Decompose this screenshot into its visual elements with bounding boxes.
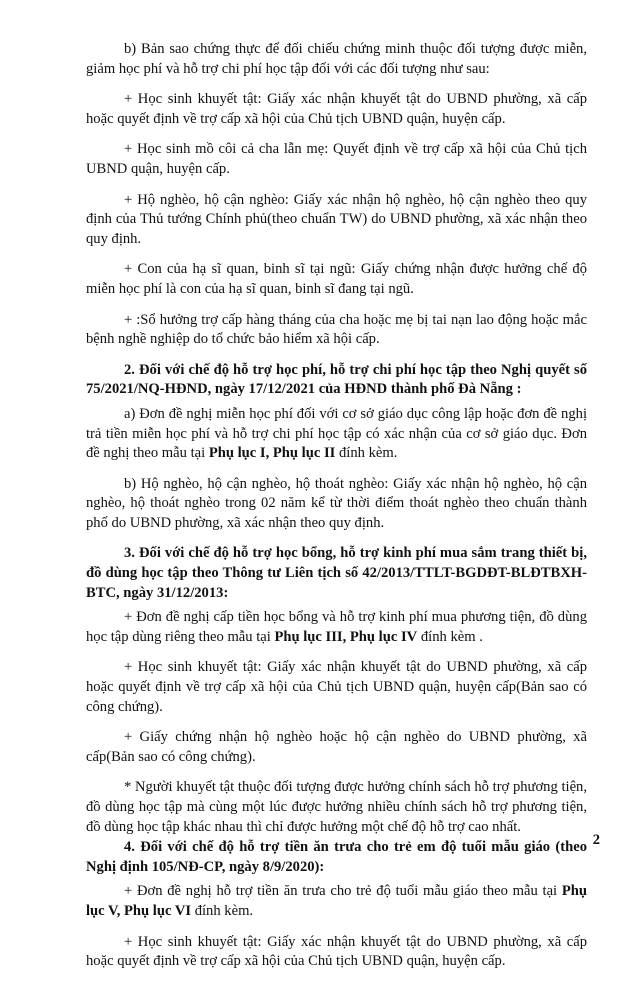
- paragraph-2a: [86, 405, 587, 464]
- paragraph-soldier-children: + Con của hạ sĩ quan, binh sĩ tại ngũ: Giấy chứng nhận được hưởng chế độ miễn học phí là con của hạ sĩ quan, binh sĩ đang tại ngũ.: [86, 261, 587, 297]
- paragraph-3-appendix: Phụ lục III, Phụ lục IV: [274, 628, 418, 645]
- paragraph-3-disabled-students: + Học sinh khuyết tật: Giấy xác nhận khuyết tật do UBND phường, xã cấp hoặc quyết định về trợ cấp xã hội của Chủ tịch UBND quận, huyện cấp(Bản sao có công chứng).: [86, 659, 587, 715]
- paragraph-poor-households: + Hộ nghèo, hộ cận nghèo: Giấy xác nhận hộ nghèo, hộ cận nghèo theo quy định của Thủ tướng Chính phủ(theo chuẩn TW) do UBND phường, xã xác nhận theo quy định.: [86, 191, 587, 247]
- paragraph-3-tail: đính kèm .: [417, 628, 483, 645]
- paragraph-4-appendix: Phụ lục V, Phụ lục VI: [86, 883, 587, 919]
- paragraph-2a-tail: đính kèm.: [335, 445, 398, 462]
- paragraph-disabled-students: + Học sinh khuyết tật: Giấy xác nhận khuyết tật do UBND phường, xã cấp hoặc quyết định về trợ cấp xã hội của Chủ tịch UBND quận, huyện cấp.: [86, 91, 587, 127]
- section-heading-4: 4. Đối với chế độ hỗ trợ tiền ăn trưa cho trẻ em độ tuổi mẫu giáo (theo Nghị định 105/NĐ-CP, ngày 8/9/2020):: [86, 839, 587, 875]
- paragraph-4-text: + Đơn đề nghị hỗ trợ tiền ăn trưa cho trẻ độ tuổi mẫu giáo theo mẫu tại: [124, 883, 562, 900]
- paragraph-b-intro: b) Bản sao chứng thực để đối chiếu chứng minh thuộc đối tượng được miễn, giảm học phí và hỗ trợ chi phí học tập đối với các đối tượng như sau:: [86, 41, 587, 77]
- section-heading-2: 2. Đối với chế độ hỗ trợ học phí, hỗ trợ chi phí học tập theo Nghị quyết số 75/2021/NQ-HĐND, ngày 17/12/2021 của HĐND thành phố Đà Nẵng :: [86, 361, 587, 398]
- paragraph-3-note: * Người khuyết tật thuộc đối tượng được hưởng chính sách hỗ trợ phương tiện, đồ dùng học tập mà cùng một lúc được hưởng nhiều chính sách hỗ trợ phương tiện, đồ dùng học tập khác nhau thì chỉ được hưởng một chế độ hỗ trợ cao nhất.: [86, 779, 587, 835]
- paragraph-3-text: + Đơn đề nghị cấp tiền học bổng và hỗ trợ kinh phí mua phương tiện, đồ dùng học tập dùng riêng theo mẫu tại: [86, 609, 587, 645]
- paragraph-3-poor-certificate: + Giấy chứng nhận hộ nghèo hoặc hộ cận nghèo do UBND phường, xã cấp(Bản sao có công chứng).: [86, 729, 587, 765]
- paragraph-4-application: [86, 882, 587, 921]
- paragraph-2a-appendix: Phụ lục I, Phụ lục II: [208, 445, 336, 462]
- document-page: [86, 40, 587, 983]
- paragraph-3-application: [86, 608, 587, 647]
- paragraph-2b: b) Hộ nghèo, hộ cận nghèo, hộ thoát nghèo: Giấy xác nhận hộ nghèo, hộ cận nghèo, hộ thoát nghèo trong 02 năm kể từ thời điểm thoát nghèo theo chuẩn thành phố do UBND phường, xã xác nhận theo quy định.: [86, 475, 587, 531]
- paragraph-4-tail: đính kèm.: [191, 902, 254, 919]
- section-heading-3: 3. Đối với chế độ hỗ trợ học bổng, hỗ trợ kinh phí mua sắm trang thiết bị, đồ dùng học tập theo Thông tư Liên tịch số 42/2013/TTLT-BGDĐT-BLĐTBXH-BTC, ngày 31/12/2013:: [86, 545, 587, 601]
- paragraph-orphans: + Học sinh mồ côi cả cha lẫn mẹ: Quyết định về trợ cấp xã hội của Chủ tịch UBND quận, huyện cấp.: [86, 141, 587, 177]
- page-number: 2: [592, 832, 600, 848]
- paragraph-allowance-book: + :Sổ hưởng trợ cấp hàng tháng của cha hoặc mẹ bị tai nạn lao động hoặc mắc bệnh nghề nghiệp do tổ chức bảo hiểm xã hội cấp.: [86, 311, 587, 348]
- paragraph-2a-text: a) Đơn đề nghị miễn học phí đối với cơ sở giáo dục công lập hoặc đơn đề nghị trả tiền miễn học phí và hỗ trợ chi phí học tập có xác nhận của cơ sở giáo dục. Đơn đề nghị theo mẫu tại: [86, 405, 587, 462]
- paragraph-4-disabled-students: + Học sinh khuyết tật: Giấy xác nhận khuyết tật do UBND phường, xã cấp hoặc quyết định về trợ cấp xã hội của Chủ tịch UBND quận, huyện cấp.: [86, 933, 587, 970]
